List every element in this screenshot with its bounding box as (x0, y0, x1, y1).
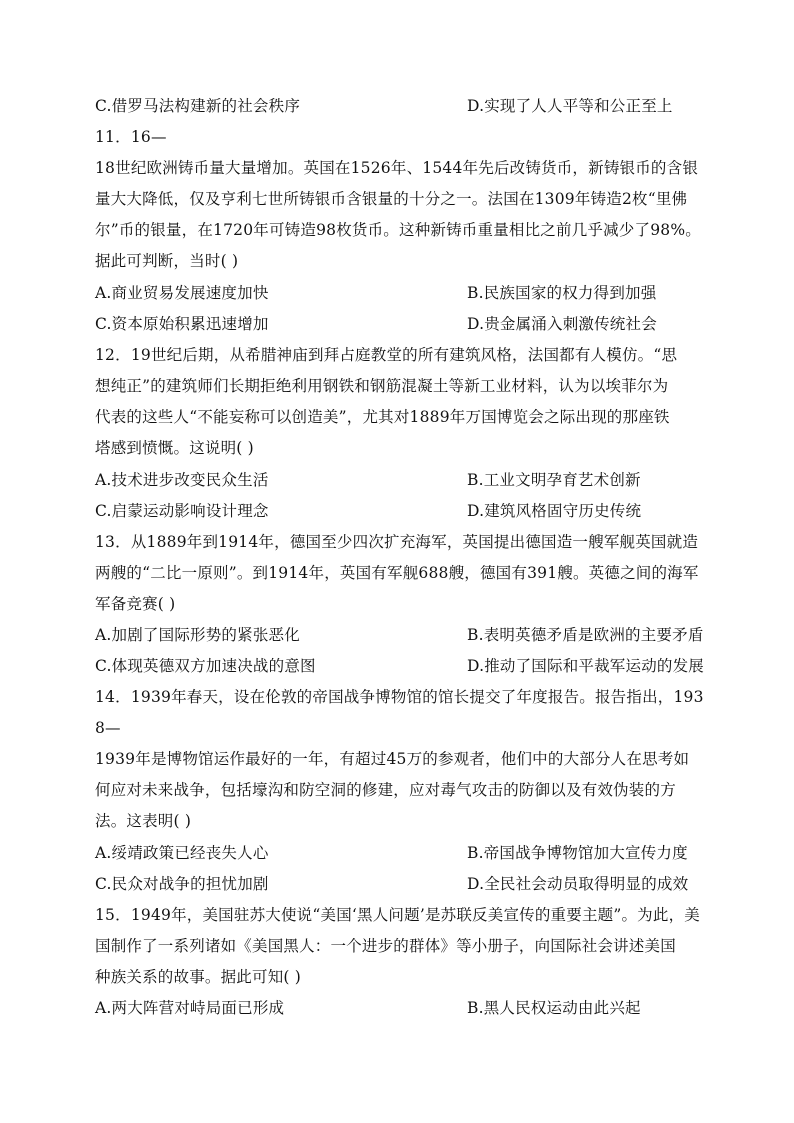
question-11-stem-line: 量大大降低，仅及亨利七世所铸银币含银量的十分之一。法国在1309年铸造2枚“里佛 (95, 190, 688, 208)
q12-option-c: C.启蒙运动影响设计理念 (95, 502, 269, 520)
question-13-options-ab (95, 620, 715, 650)
question-14-options-cd (95, 869, 715, 899)
q14-option-b: B.帝国战争博物馆加大宣传力度 (467, 844, 688, 862)
q12-option-a: A.技术进步改变民众生活 (95, 471, 269, 489)
question-12-stem-line: 12．19世纪后期，从希腊神庙到拜占庭教堂的所有建筑风格，法国都有人模仿。“思 (95, 346, 678, 364)
question-14-stem-line: 法。这表明( ) (95, 812, 192, 830)
q11-option-b: B.民族国家的权力得到加强 (467, 284, 657, 302)
question-14-stem-line: 何应对未来战争，包括壕沟和防空洞的修建，应对毒气攻击的防御以及有效伪装的方 (95, 781, 676, 799)
q14-option-d: D.全民社会动员取得明显的成效 (467, 875, 689, 893)
q13-option-d: D.推动了国际和平裁军运动的发展 (467, 657, 705, 675)
question-11-options-ab (95, 278, 715, 308)
question-14-stem-line: 8— (95, 719, 121, 737)
question-12-stem-line: 代表的这些人“不能妄称可以创造美”，尤其对1889年万国博览会之际出现的那座铁 (95, 408, 670, 426)
question-15-options-ab (95, 993, 715, 1023)
question-12-stem-line: 想纯正”的建筑师们长期拒绝利用钢铁和钢筋混凝土等新工业材料，认为以埃菲尔为 (95, 377, 669, 395)
q15-option-b: B.黑人民权运动由此兴起 (467, 999, 641, 1017)
q13-option-c: C.体现英德双方加速决战的意图 (95, 657, 316, 675)
question-10-options-cd (95, 91, 715, 121)
q11-option-d: D.贵金属涌入刺激传统社会 (467, 315, 657, 333)
q13-option-a: A.加剧了国际形势的紧张恶化 (95, 626, 300, 644)
question-13-stem-line: 两艘的“二比一原则”。到1914年，英国有军舰688艘，德国有391艘。英德之间的海军 (95, 564, 699, 582)
q11-option-a: A.商业贸易发展速度加快 (95, 284, 269, 302)
q10-option-c: C.借罗马法构建新的社会秩序 (95, 97, 301, 115)
question-14-options-ab (95, 838, 715, 868)
question-14-stem-line: 1939年是博物馆运作最好的一年，有超过45万的参观者，他们中的大部分人在思考如 (95, 750, 690, 768)
question-12-stem-line: 塔感到愤慨。这说明( ) (95, 439, 254, 457)
question-13-options-cd (95, 651, 715, 681)
q11-option-c: C.资本原始积累迅速增加 (95, 315, 269, 333)
q10-option-d: D.实现了人人平等和公正至上 (467, 97, 673, 115)
question-12-options-cd (95, 496, 715, 526)
question-11-stem-line: 18世纪欧洲铸币量大量增加。英国在1526年、1544年先后改铸货币，新铸银币的含银 (95, 159, 699, 177)
question-13-stem-line: 军备竞赛( ) (95, 595, 176, 613)
question-11-stem-line: 尔”币的银量，在1720年可铸造98枚货币。这种新铸币重量相比之前几乎减少了98%。 (95, 221, 701, 239)
question-15-stem-line: 种族关系的故事。据此可知( ) (95, 968, 302, 986)
question-14-stem-line: 14．1939年春天，设在伦敦的帝国战争博物馆的馆长提交了年度报告。报告指出，193 (95, 688, 704, 706)
q15-option-a: A.两大阵营对峙局面已形成 (95, 999, 285, 1017)
q14-option-c: C.民众对战争的担忧加剧 (95, 875, 269, 893)
q14-option-a: A.绥靖政策已经丧失人心 (95, 844, 269, 862)
question-11-stem-line: 据此可判断，当时( ) (95, 252, 239, 270)
question-13-stem-line: 13．从1889年到1914年，德国至少四次扩充海军，英国提出德国造一艘军舰英国就造 (95, 533, 699, 551)
question-11-options-cd (95, 309, 715, 339)
q12-option-b: B.工业文明孕育艺术创新 (467, 471, 641, 489)
q13-option-b: B.表明英德矛盾是欧洲的主要矛盾 (467, 626, 704, 644)
question-11-header: 11．16— (95, 128, 167, 146)
question-15-stem-line: 15．1949年，美国驻苏大使说“美国‘黑人问题’是苏联反美宣传的重要主题”。为此，美 (95, 906, 700, 924)
q12-option-d: D.建筑风格固守历史传统 (467, 502, 642, 520)
question-15-stem-line: 国制作了一系列诸如《美国黑人：一个进步的群体》等小册子，向国际社会讲述美国 (95, 937, 676, 955)
question-12-options-ab (95, 465, 715, 495)
